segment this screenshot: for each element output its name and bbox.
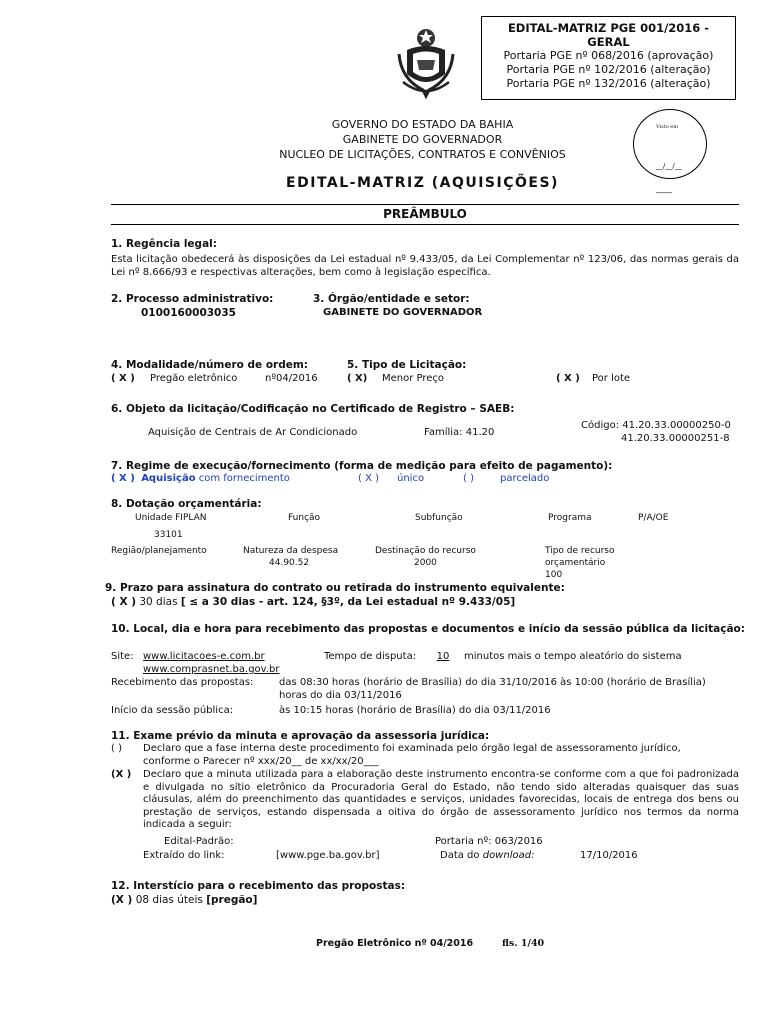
s11-checkbox-1[interactable]: ( ): [111, 743, 122, 754]
s7-aquisicao: Aquisição: [141, 473, 196, 484]
s10-tempo-label: Tempo de disputa:: [324, 651, 417, 662]
divider-bottom: [111, 224, 739, 225]
s10-tempo-value: 10: [436, 651, 450, 662]
s8-regiao: Região/planejamento: [111, 546, 207, 556]
s11-edital-padrao: Edital-Padrão:: [164, 836, 234, 847]
footer-pregao: Pregão Eletrônico nº 04/2016: [316, 938, 474, 949]
s2-value: 0100160003035: [141, 307, 236, 319]
header-line-2: GABINETE DO GOVERNADOR: [342, 133, 503, 146]
s8-heading: 8. Dotação orçamentária:: [111, 498, 262, 510]
s11-data-label: [440, 850, 534, 861]
s8-col-funcao: Função: [288, 513, 321, 523]
s4-numero: nº04/2016: [265, 373, 318, 384]
s10-tempo-text: minutos mais o tempo aleatório do sistema: [464, 651, 682, 662]
footer-folhas: fls. 1/40: [502, 938, 545, 949]
visto-date: __/__/__: [656, 162, 682, 170]
s7-aquisicao-detail: com fornecimento: [198, 473, 290, 484]
s5-heading: 5. Tipo de Licitação:: [347, 359, 467, 371]
s7-checkbox-parcelado[interactable]: ( ): [463, 473, 474, 484]
s11-data-value: 17/10/2016: [580, 850, 638, 861]
s7-unico: único: [397, 473, 425, 484]
s11-data-download: download:: [482, 850, 535, 861]
s5-value-2: Por lote: [592, 373, 631, 384]
s8-unidade-value: 33101: [154, 530, 183, 540]
s4-checkbox[interactable]: ( X ): [111, 373, 135, 384]
header-line-1: GOVERNO DO ESTADO DA BAHIA: [331, 118, 514, 131]
s6-codigo-1: Código: 41.20.33.00000250-0: [581, 420, 731, 431]
s8-col-pa-oe: P/A/OE: [638, 513, 669, 523]
s10-recebimento-1: das 08:30 horas (horário de Brasília) do dia 31/10/2016 às 10:00 (horário de Brasília): [279, 677, 706, 688]
s5-checkbox-2[interactable]: ( X ): [556, 373, 580, 384]
s7-row: [111, 473, 290, 484]
s12-heading: 12. Interstício para o recebimento das propostas:: [111, 880, 406, 892]
box-line-3: Portaria PGE nº 132/2016 (alteração): [506, 77, 711, 90]
box-title-2: GERAL: [587, 35, 630, 49]
s4-heading: 4. Modalidade/número de ordem:: [111, 359, 309, 371]
s11-extraido-label: Extraído do link:: [143, 850, 225, 861]
header-block: [0, 117, 770, 162]
s11-data-prefix: Data do: [440, 850, 480, 861]
s8-tipo-recurso: Tipo de recurso: [545, 546, 615, 556]
s12-dias: 08 dias úteis: [135, 894, 203, 906]
s8-col-programa: Programa: [548, 513, 592, 523]
box-line-1: Portaria PGE nº 068/2016 (aprovação): [503, 49, 714, 62]
s6-codigo-2: 41.20.33.00000251-8: [621, 433, 730, 444]
s8-tipo-recurso-value: 100: [545, 570, 563, 580]
divider-top: [111, 204, 739, 205]
bahia-coat-of-arms-icon: [395, 24, 457, 100]
s3-value: GABINETE DO GOVERNADOR: [323, 307, 483, 318]
s1-text: Esta licitação obedecerá às disposições da Lei estadual nº 9.433/05, da Lei Complementar nº 123/06, das normas gerais da Lei nº 8.666/93 e respectivas alterações, bem como à legislação específica.: [111, 254, 739, 278]
s10-recebimento-label: Recebimento das propostas:: [111, 677, 254, 688]
s9-checkbox[interactable]: ( X ): [111, 596, 137, 608]
s7-checkbox-unico[interactable]: ( X ): [358, 473, 380, 484]
s3-heading: 3. Órgão/entidade e setor:: [313, 293, 470, 305]
s10-site-link-2[interactable]: www.comprasnet.ba.gov.br: [143, 664, 280, 675]
s11-link[interactable]: [www.pge.ba.gov.br]: [276, 850, 380, 861]
s6-objeto: Aquisição de Centrais de Ar Condicionado: [148, 427, 358, 438]
s9-row: [111, 596, 515, 608]
s8-destinacao-value: 2000: [414, 558, 437, 568]
s7-heading: 7. Regime de execução/fornecimento (forma de medição para efeito de pagamento):: [111, 460, 613, 472]
s9-dias: 30 dias: [139, 596, 178, 608]
page-title: EDITAL-MATRIZ (AQUISIÇÕES): [286, 175, 559, 191]
s10-heading: 10. Local, dia e hora para recebimento das propostas e documentos e início da sessão pública da licitação:: [111, 623, 745, 635]
s11-heading: 11. Exame prévio da minuta e aprovação da assessoria jurídica:: [111, 730, 490, 742]
s10-inicio: às 10:15 horas (horário de Brasília) do dia 03/11/2016: [279, 705, 551, 716]
header-line-3: NUCLEO DE LICITAÇÕES, CONTRATOS E CONVÊNIOS: [279, 148, 566, 161]
box-line-2: Portaria PGE nº 102/2016 (alteração): [506, 63, 711, 76]
s11-text-1b: conforme o Parecer nº xxx/20__ de xx/xx/20___: [143, 756, 379, 767]
s11-text-2: Declaro que a minuta utilizada para a elaboração deste instrumento encontra-se conforme com a que foi padronizada e divulgada no sítio eletrônico da Procuradoria Geral do Estado, não tendo sido alteradas quaisquer das suas cláusulas, além do preenchimento das quantidades e serviços, unidades favorecidas, locais de entrega dos bens ou prestação de serviços, estando dispensada a oitiva do órgão de assessoramento jurídico nos termos da norma indicada a seguir:: [143, 769, 739, 830]
visto-label: Visto em: [656, 124, 678, 130]
s5-checkbox-1[interactable]: ( X): [347, 373, 368, 384]
s10-inicio-label: Início da sessão pública:: [111, 705, 234, 716]
s6-heading: 6. Objeto da licitação/Codificação no Certificado de Registro – SAEB:: [111, 403, 515, 415]
s8-tipo-recurso-2: orçamentário: [545, 558, 606, 568]
s9-legal: [ ≤ a 30 dias - art. 124, §3º, da Lei estadual nº 9.433/05]: [180, 596, 516, 608]
s7-parcelado: parcelado: [500, 473, 550, 484]
s10-recebimento-2: horas do dia 03/11/2016: [279, 690, 402, 701]
s4-modalidade: Pregão eletrônico: [150, 373, 238, 384]
s5-value-1: Menor Preço: [382, 373, 445, 384]
s6-familia: Família: 41.20: [424, 427, 495, 438]
s8-col-unidade: Unidade FIPLAN: [135, 513, 207, 523]
s8-natureza-value: 44.90.52: [269, 558, 310, 568]
s11-checkbox-2[interactable]: (X ): [111, 769, 132, 780]
s12-checkbox[interactable]: (X ): [111, 894, 133, 906]
s8-destinacao: Destinação do recurso: [375, 546, 476, 556]
s12-row: [111, 894, 257, 906]
s12-pregao: [pregão]: [206, 894, 258, 906]
visto-line: ____: [656, 184, 672, 193]
s11-text-1a: Declaro que a fase interna deste procedimento foi examinada pelo órgão legal de assessoramento jurídico,: [143, 743, 681, 754]
s2-heading: 2. Processo administrativo:: [111, 293, 274, 305]
s1-heading: 1. Regência legal:: [111, 238, 217, 250]
s10-site-label: Site:: [111, 651, 134, 662]
s7-checkbox-aquisicao[interactable]: ( X ): [111, 473, 135, 484]
s8-natureza: Natureza da despesa: [243, 546, 339, 556]
edital-matriz-box: [481, 16, 736, 100]
preambulo-title: PREÂMBULO: [383, 207, 467, 221]
s9-heading: 9. Prazo para assinatura do contrato ou retirada do instrumento equivalente:: [105, 582, 565, 594]
box-title-1: EDITAL-MATRIZ PGE 001/2016 -: [507, 21, 710, 35]
s8-col-subfuncao: Subfunção: [415, 513, 463, 523]
s10-site-link-1[interactable]: www.licitacoes-e.com.br: [143, 651, 265, 662]
s11-portaria: Portaria nº: 063/2016: [435, 836, 543, 847]
